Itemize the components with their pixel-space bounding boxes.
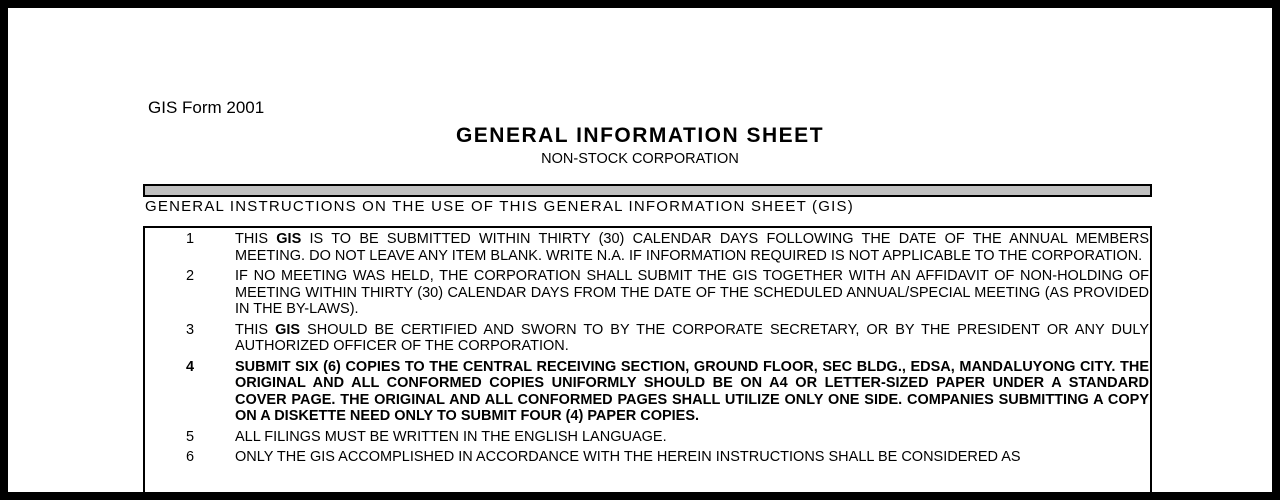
instruction-number: 4 [185,358,195,375]
instruction-number: 1 [185,231,195,247]
instruction-item [145,268,1150,318]
instruction-number: 5 [185,428,195,445]
instruction-text: ONLY THE GIS ACCOMPLISHED IN ACCORDANCE WITH THE HEREIN INSTRUCTIONS SHALL BE CONSIDERED AS [235,449,1021,465]
instruction-item [145,322,1150,355]
instruction-item [145,231,1150,264]
instruction-number: 3 [185,321,195,338]
instruction-item [145,449,1150,466]
instruction-item [145,429,1150,446]
instructions-box [143,226,1152,492]
instruction-list [145,231,1150,466]
instruction-text: THIS GIS IS TO BE SUBMITTED WITHIN THIRTY (30) CALENDAR DAYS FOLLOWING THE DATE OF THE ANNUAL MEMBERS MEETING. DO NOT LEAVE ANY ITEM BLANK. WRITE N.A. IF INFORMATION REQUIRED IS NOT APPLICABLE TO THE CORPORATION. [235,231,1149,264]
instruction-text: THIS GIS SHOULD BE CERTIFIED AND SWORN TO BY THE CORPORATE SECRETARY, OR BY THE PRESIDENT OR ANY DULY AUTHORIZED OFFICER OF THE CORPORATION. [235,321,1149,354]
instruction-number: 2 [185,268,195,284]
section-divider-bar [143,184,1152,197]
general-instructions-header: GENERAL INSTRUCTIONS ON THE USE OF THIS GENERAL INFORMATION SHEET (GIS) [145,198,854,215]
document-page [8,8,1272,492]
instruction-text: SUBMIT SIX (6) COPIES TO THE CENTRAL RECEIVING SECTION, GROUND FLOOR, SEC BLDG., EDSA, MANDALUYONG CITY. THE ORIGINAL AND ALL CONFORMED COPIES UNIFORMLY SHOULD BE ON A4 OR LETTER-SIZED PAPER UNDER A STANDARD COVER PAGE. THE ORIGINAL AND ALL CONFORMED PAGES SHALL UTILIZE ONLY ONE SIDE. COMPANIES SUBMITTING A COPY ON A DISKETTE NEED ONLY TO SUBMIT FOUR (4) PAPER COPIES. [235,358,1149,424]
page-title: GENERAL INFORMATION SHEET [455,124,825,147]
instruction-item [145,359,1150,425]
instruction-text: IF NO MEETING WAS HELD, THE CORPORATION SHALL SUBMIT THE GIS TOGETHER WITH AN AFFIDAVIT OF NON-HOLDING OF MEETING WITHIN THIRTY (30) CALENDAR DAYS FROM THE DATE OF THE SCHEDULED ANNUAL/SPECIAL MEETING (AS PROVIDED IN THE BY-LAWS). [235,268,1149,317]
instruction-text: ALL FILINGS MUST BE WRITTEN IN THE ENGLISH LANGUAGE. [235,428,667,445]
form-id-label: GIS Form 2001 [148,98,265,117]
instruction-number: 6 [185,449,195,465]
page-subtitle: NON-STOCK CORPORATION [541,151,739,167]
